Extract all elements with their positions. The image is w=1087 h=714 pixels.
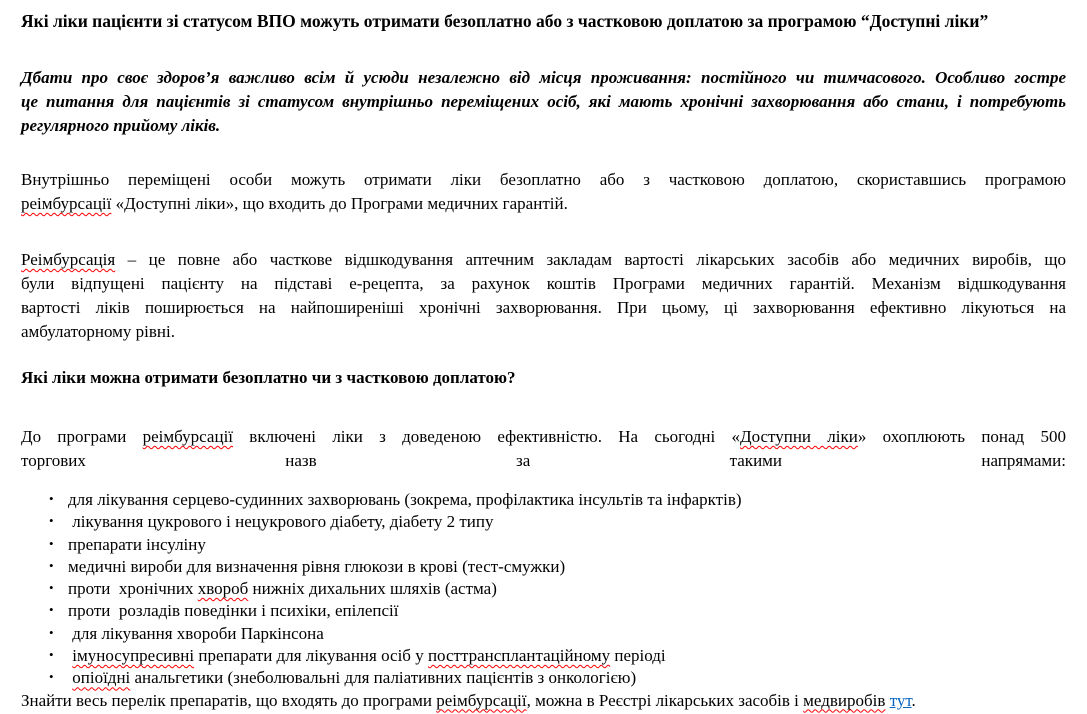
list-item-text bbox=[68, 646, 666, 665]
text-segment: , можна в Реєстрі лікарських засобів і bbox=[526, 690, 804, 710]
text-segment: Дбати про своє здоров’я важливо всім й усюди незалежно від місця проживання: постійного чи тимчасового. Особливо гостре bbox=[21, 68, 1066, 87]
lead-line bbox=[21, 66, 1066, 90]
lead-paragraph bbox=[21, 66, 1066, 138]
footer-paragraph bbox=[21, 690, 1066, 712]
section-heading: Які ліки можна отримати безоплатно чи з частковою доплатою? bbox=[21, 368, 516, 387]
text-segment: для лікування серцево-судинних захворювань (зокрема, профілактика інсультів та інфарктів) bbox=[68, 490, 742, 509]
text-segment: регулярного прийому ліків. bbox=[21, 116, 221, 135]
misspelled-word: хвороб bbox=[197, 579, 249, 599]
text-segment: лікування цукрового і нецукрового діабету, діабету 2 типу bbox=[68, 512, 494, 532]
list-item bbox=[21, 511, 1066, 533]
text-segment: . bbox=[911, 690, 916, 710]
misspelled-word: посттрансплантаційному bbox=[427, 646, 611, 666]
text-segment: «Доступні ліки», що входить до Програми медичних гарантій. bbox=[111, 194, 568, 213]
medicine-categories-list bbox=[21, 489, 1066, 690]
misspelled-word: реімбурсації bbox=[142, 427, 234, 446]
lead-line bbox=[21, 90, 1066, 114]
misspelled-word: медвиробів bbox=[803, 690, 886, 710]
list-item bbox=[21, 556, 1066, 578]
list-item-text bbox=[68, 624, 324, 643]
lead-line bbox=[21, 114, 1066, 138]
bullet-icon: • bbox=[49, 647, 54, 663]
link-tut[interactable]: тут bbox=[889, 690, 912, 710]
paragraph-program-intro bbox=[21, 168, 1066, 216]
paragraph-line bbox=[21, 272, 1066, 296]
text-segment: препарати для лікування осіб у bbox=[194, 646, 428, 666]
paragraph-line bbox=[21, 425, 1066, 449]
text-segment: До програми bbox=[21, 427, 143, 446]
document-title: Які ліки пацієнти зі статусом ВПО можуть отримати безоплатно або з частковою доплатою за програмою “Доступні ліки” bbox=[21, 11, 989, 31]
text-segment: це питання для пацієнтів зі статусом внутрішньо переміщених осіб, які мають хронічні захворювання або стани, і потребують bbox=[21, 92, 1066, 111]
bullet-icon: • bbox=[49, 535, 54, 551]
bullet-icon: • bbox=[49, 669, 54, 685]
bullet-icon: • bbox=[49, 513, 54, 529]
misspelled-word: імуносупресивні bbox=[72, 646, 195, 666]
text-segment: були відпущені пацієнту на підставі е-рецепта, за рахунок коштів Програми медичних гарантій. Механізм відшкодування bbox=[21, 274, 1066, 293]
list-item-text bbox=[68, 490, 742, 509]
text-segment: проти розладів поведінки і психіки, епілепсії bbox=[68, 601, 399, 621]
misspelled-word: реімбурсації bbox=[436, 690, 527, 710]
misspelled-word: Реімбурсація bbox=[21, 250, 116, 269]
bullet-icon: • bbox=[49, 491, 54, 506]
list-item bbox=[21, 534, 1066, 556]
paragraph-line bbox=[21, 192, 1066, 216]
list-item-text bbox=[68, 668, 636, 687]
list-item-text bbox=[68, 557, 565, 576]
text-segment: Внутрішньо переміщені особи можуть отримати ліки безоплатно або з частковою доплатою, скориставшись програмою bbox=[21, 170, 1066, 189]
text-segment: – це повне або часткове відшкодування аптечним закладам вартості лікарських засобів або медичних виробів, що bbox=[115, 250, 1066, 269]
paragraph-line bbox=[21, 320, 1066, 344]
bullet-icon: • bbox=[49, 624, 54, 640]
list-item bbox=[21, 645, 1066, 667]
text-segment: періоді bbox=[610, 646, 666, 666]
text-segment: нижніх дихальних шляхів (астма) bbox=[248, 579, 497, 599]
misspelled-word: Доступни ліки bbox=[739, 427, 858, 446]
list-item-text bbox=[68, 601, 399, 620]
text-segment: для лікування хвороби Паркінсона bbox=[68, 623, 324, 643]
list-item bbox=[21, 578, 1066, 600]
text-segment: включені ліки з доведеною ефективністю. На сьогодні « bbox=[233, 427, 740, 446]
list-item-text bbox=[68, 579, 497, 598]
text-segment: торгових назв за такими напрямами: bbox=[21, 451, 1066, 470]
list-item bbox=[21, 600, 1066, 622]
text-segment: вартості ліків поширюється на найпоширеніші хронічні захворювання. При цьому, ці захворювання ефективно лікуються на bbox=[21, 298, 1066, 317]
paragraph-line bbox=[21, 449, 1066, 473]
list-item-text bbox=[68, 535, 206, 554]
list-item bbox=[21, 489, 1066, 511]
bullet-icon: • bbox=[49, 557, 54, 573]
text-segment: проти хронічних bbox=[68, 579, 198, 599]
misspelled-word: реімбурсації bbox=[21, 194, 112, 213]
text-segment: амбулаторному рівні. bbox=[21, 322, 175, 341]
list-item bbox=[21, 667, 1066, 689]
bullet-icon: • bbox=[49, 580, 54, 596]
text-segment: препарати інсуліну bbox=[68, 534, 206, 554]
list-item bbox=[21, 623, 1066, 645]
list-item-text bbox=[68, 512, 493, 531]
misspelled-word: опіоїдні bbox=[72, 668, 131, 688]
paragraph-reimbursement-definition bbox=[21, 248, 1066, 344]
text-segment: медичні вироби для визначення рівня глюкози в крові (тест-смужки) bbox=[68, 556, 566, 576]
paragraph-line bbox=[21, 248, 1066, 272]
bullet-icon: • bbox=[49, 602, 54, 618]
paragraph-program-scope bbox=[21, 425, 1066, 473]
text-segment: анальгетики (знеболювальні для паліативних пацієнтів з онкологією) bbox=[130, 668, 637, 688]
paragraph-line bbox=[21, 296, 1066, 320]
paragraph-line bbox=[21, 168, 1066, 192]
text-segment: » охоплюють понад 500 bbox=[857, 427, 1066, 446]
text-segment: Знайти весь перелік препаратів, що входять до програми bbox=[21, 690, 437, 710]
